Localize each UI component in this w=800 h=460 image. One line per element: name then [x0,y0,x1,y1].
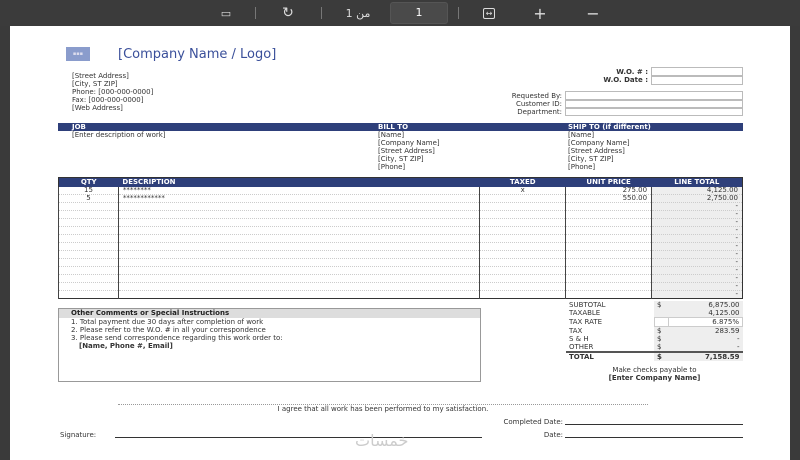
totals-label: TAX RATE [569,318,603,326]
rotate-icon[interactable]: ↻ [282,5,294,21]
totals-currency: $ [654,327,668,336]
table-row [59,259,743,267]
cell-unit-price[interactable] [566,259,652,267]
cell-taxed[interactable] [480,267,566,275]
cell-qty[interactable]: 15 [59,187,119,195]
city: [City, ST ZIP] [72,80,118,88]
page-count-label: من 1 [345,6,371,20]
bill-to-block [378,131,440,171]
totals-row [566,335,743,343]
col-line-total: LINE TOTAL [652,178,743,187]
department-label: Department: [517,108,562,116]
table-row [59,283,743,291]
table-row [59,227,743,235]
payable-line: Make checks payable to [612,366,697,374]
cell-qty[interactable] [59,267,119,275]
cell-line-total[interactable]: - [652,275,743,283]
cell-qty[interactable] [59,219,119,227]
ship-to-label: SHIP TO (if different) [568,123,651,131]
requested-by-input[interactable] [565,91,743,100]
bill-to-label: BILL TO [378,123,409,131]
date-label: Date: [543,431,563,439]
totals-value: - [668,343,743,352]
cell-qty[interactable] [59,283,119,291]
cell-unit-price[interactable] [566,227,652,235]
wo-date-label: W.O. Date : [603,76,648,84]
comments-box [58,308,481,382]
divider [321,7,322,19]
cell-description[interactable]: ******** [118,187,479,195]
cell-qty[interactable] [59,275,119,283]
cell-taxed[interactable] [480,275,566,283]
cell-description[interactable] [118,227,479,235]
table-row [59,267,743,275]
cell-line-total[interactable]: 4,125.00 [652,187,743,195]
cell-line-total[interactable]: - [652,283,743,291]
fax: Fax: [000-000-0000] [72,96,144,104]
cell-line-total[interactable]: - [652,235,743,243]
cell-description[interactable] [118,219,479,227]
bill-street: [Street Address] [378,147,435,155]
phone: Phone: [000-000-0000] [72,88,154,96]
cell-taxed[interactable] [480,211,566,219]
comment-line: 1. Total payment due 30 days after completion of work [71,318,264,326]
cell-unit-price[interactable] [566,267,652,275]
table-row [59,251,743,259]
wo-date-input[interactable] [651,76,743,85]
totals-currency [654,318,668,327]
totals-currency: $ [654,352,668,361]
cell-line-total[interactable]: - [652,227,743,235]
cell-line-total[interactable]: - [652,219,743,227]
wo-number-label: W.O. # : [616,68,648,76]
cell-line-total[interactable]: 2,750.00 [652,195,743,203]
job-label: JOB [72,123,86,131]
cell-unit-price[interactable]: 275.00 [566,187,652,195]
col-taxed: TAXED [480,178,566,187]
cell-unit-price[interactable] [566,203,652,211]
ship-phone: [Phone] [568,163,596,171]
bill-phone: [Phone] [378,163,406,171]
totals-currency: $ [654,343,668,352]
totals-value: - [668,335,743,343]
cell-qty[interactable] [59,227,119,235]
section-header-bar [58,123,743,131]
page-number-input[interactable]: 1 [390,2,448,24]
fit-width-icon[interactable]: ↔ [478,4,500,22]
table-row [59,275,743,283]
totals-currency [654,309,668,318]
wo-number-input[interactable] [651,67,743,76]
totals-currency: $ [654,335,668,343]
totals-label: TOTAL [569,353,594,361]
cell-unit-price[interactable]: 550.00 [566,195,652,203]
totals-label: SUBTOTAL [569,301,606,309]
company-address [72,72,153,112]
cell-qty[interactable] [59,211,119,219]
pdf-toolbar [0,0,800,26]
cell-qty[interactable] [59,259,119,267]
totals-label: S & H [569,335,589,343]
totals-value: 6.875% [668,318,743,327]
signature-line[interactable] [115,437,482,438]
totals-label: TAXABLE [569,309,601,318]
agree-statement: I agree that all work has been performed to my satisfaction. [277,405,489,413]
cell-unit-price[interactable] [566,251,652,259]
totals-currency: $ [654,301,668,309]
totals-row [566,309,743,318]
cell-line-total[interactable]: - [652,259,743,267]
cell-taxed[interactable] [480,235,566,243]
table-row [59,243,743,251]
cell-description[interactable] [118,251,479,259]
totals-row [566,343,743,352]
cell-unit-price[interactable] [566,211,652,219]
totals-value: 283.59 [668,327,743,336]
web: [Web Address] [72,104,123,112]
completed-date-line[interactable] [565,424,743,425]
cell-taxed[interactable] [480,291,566,299]
comment-contact: [Name, Phone #, Email] [79,342,173,350]
cell-unit-price[interactable] [566,283,652,291]
cell-unit-price[interactable] [566,219,652,227]
table-row [59,219,743,227]
street: [Street Address] [72,72,129,80]
totals-row [566,301,743,309]
company-name: [Company Name / Logo] [118,47,277,62]
ship-street: [Street Address] [568,147,625,155]
ship-name: [Name] [568,131,595,139]
bill-company: [Company Name] [378,139,440,147]
ship-company: [Company Name] [568,139,630,147]
payable-company: [Enter Company Name] [608,374,701,382]
cell-taxed[interactable] [480,243,566,251]
ship-city: [City, ST ZIP] [568,155,614,163]
totals-value: 6,875.00 [668,301,743,309]
divider [458,7,459,19]
zoom-in-icon[interactable]: + [533,3,547,23]
cell-description[interactable] [118,267,479,275]
sidebar-toggle-icon[interactable]: ▭ [220,6,232,20]
col-description: DESCRIPTION [118,178,479,187]
totals-value: 7,158.59 [668,352,743,361]
cell-line-total[interactable]: - [652,251,743,259]
col-qty: QTY [59,178,119,187]
totals-row [566,352,743,361]
date-line[interactable] [565,437,743,438]
cell-line-total[interactable]: - [652,211,743,219]
cell-unit-price[interactable] [566,235,652,243]
cell-taxed[interactable] [480,195,566,203]
comment-line: 3. Please send correspondence regarding this work order to: [71,334,283,342]
totals-label: OTHER [569,343,594,351]
ship-to-block [568,131,630,171]
col-unit-price: UNIT PRICE [566,178,652,187]
cell-taxed[interactable] [480,251,566,259]
cell-line-total[interactable]: - [652,203,743,211]
cell-unit-price[interactable] [566,275,652,283]
cell-description[interactable] [118,235,479,243]
cell-description[interactable]: ************ [118,195,479,203]
cell-description[interactable] [118,259,479,267]
cell-taxed[interactable] [480,227,566,235]
zoom-out-icon[interactable]: − [586,3,600,23]
cell-description[interactable] [118,291,479,299]
divider [255,7,256,19]
table-row [59,203,743,211]
cell-taxed[interactable] [480,259,566,267]
department-input[interactable] [565,108,743,116]
cell-description[interactable] [118,283,479,291]
comments-title: Other Comments or Special Instructions [59,309,480,318]
payable-note [566,366,743,382]
cell-unit-price[interactable] [566,291,652,299]
cell-taxed[interactable] [480,283,566,291]
cell-qty[interactable] [59,235,119,243]
table-row [59,291,743,299]
cell-qty[interactable] [59,291,119,299]
cell-description[interactable] [118,275,479,283]
bill-name: [Name] [378,131,405,139]
cell-line-total[interactable]: - [652,291,743,299]
cell-line-total[interactable]: - [652,267,743,275]
cell-description[interactable] [118,243,479,251]
cell-taxed[interactable] [480,203,566,211]
cell-taxed[interactable] [480,219,566,227]
totals-table [566,301,743,361]
table-row [59,211,743,219]
watermark: خمسات [355,431,409,450]
comment-line: 2. Please refer to the W.O. # in all your correspondence [71,326,266,334]
cell-qty[interactable] [59,203,119,211]
cell-description[interactable] [118,211,479,219]
table-row [59,235,743,243]
customer-id-label: Customer ID: [515,100,562,108]
cell-qty[interactable] [59,251,119,259]
totals-row [566,327,743,336]
bill-city: [City, ST ZIP] [378,155,424,163]
items-table [58,177,743,299]
customer-id-input[interactable] [565,100,743,108]
totals-row [566,318,743,327]
requested-by-label: Requested By: [511,92,562,100]
signature-label: Signature: [60,431,97,439]
table-row [59,195,743,203]
completed-date-label: Completed Date: [503,418,563,426]
cell-description[interactable] [118,203,479,211]
cell-qty[interactable]: 5 [59,195,119,203]
totals-value: 4,125.00 [668,309,743,318]
cell-taxed[interactable]: x [480,187,566,195]
job-description: [Enter description of work] [72,131,166,139]
cell-unit-price[interactable] [566,243,652,251]
cell-line-total[interactable]: - [652,243,743,251]
totals-label: TAX [569,326,583,335]
company-logo: ▪▪▪ [66,47,90,61]
cell-qty[interactable] [59,243,119,251]
